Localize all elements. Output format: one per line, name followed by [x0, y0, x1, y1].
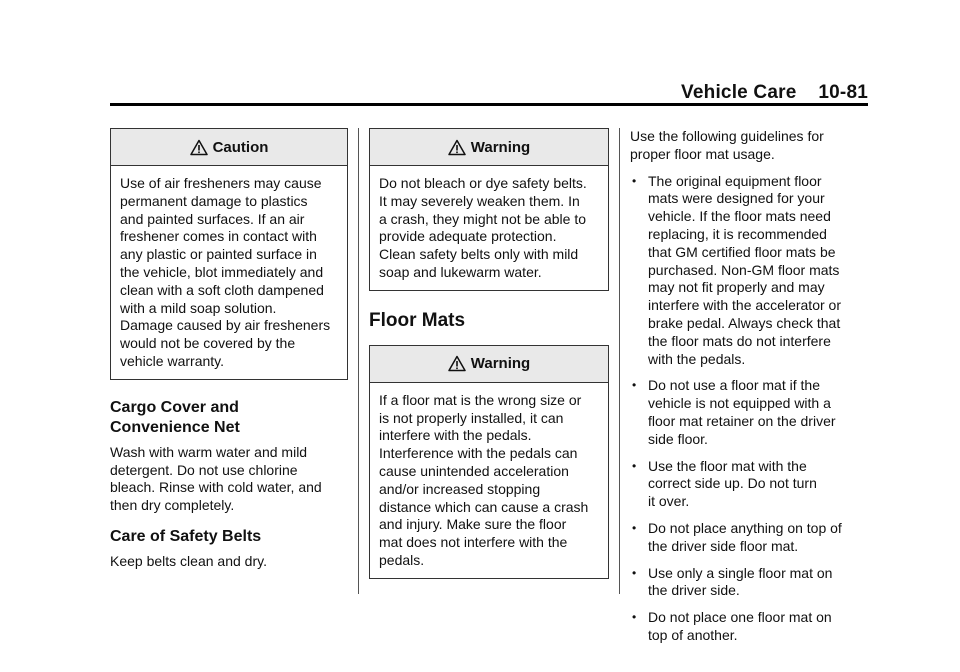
text-line: with a mild soap solution.: [120, 299, 277, 316]
text-line: vehicle. If the floor mats need: [648, 208, 831, 225]
column-2: [369, 128, 609, 579]
text-line: interfere with the accelerator or: [648, 297, 841, 314]
text-line: the floor mats do not interfere: [648, 332, 831, 349]
column-divider: [619, 128, 620, 594]
warning-box-floor-mats: [369, 345, 609, 579]
safety-belts-paragraph: [110, 553, 348, 571]
warning-title: Warning: [470, 138, 531, 156]
bullet-item: [630, 520, 870, 556]
bullet-dot-icon: •: [632, 610, 637, 625]
text-line: freshener comes in contact with: [120, 228, 317, 245]
heading-line: Cargo Cover and: [110, 398, 239, 416]
section-name: Vehicle Care: [681, 82, 797, 103]
page-header: [110, 82, 868, 104]
text-line: mats were designed for your: [648, 190, 825, 207]
text-line: vehicle is not equipped with a: [648, 395, 831, 412]
safety-belts-heading: Care of Safety Belts: [110, 527, 262, 545]
text-line: soap and lukewarm water.: [379, 263, 542, 280]
warning-triangle-icon: [448, 355, 466, 372]
bullet-dot-icon: •: [632, 378, 637, 393]
text-line: Interference with the pedals can: [379, 445, 578, 462]
text-line: Keep belts clean and dry.: [110, 552, 267, 569]
text-line: distance which can cause a crash: [379, 498, 589, 515]
column-3: [630, 128, 870, 645]
text-line: and/or increased stopping: [379, 480, 541, 497]
caution-box-header: [111, 129, 347, 166]
text-line: and injury. Make sure the floor: [379, 516, 567, 533]
text-line: may not fit properly and may: [648, 279, 825, 296]
text-line: permanent damage to plastics: [120, 192, 308, 209]
header-rule: [110, 103, 868, 106]
text-line: clean with a soft cloth dampened: [120, 281, 324, 298]
text-line: proper floor mat usage.: [630, 145, 775, 162]
warning-body: [370, 166, 608, 290]
floor-mats-heading: Floor Mats: [369, 309, 466, 331]
text-line: vehicle warranty.: [120, 352, 225, 369]
guidelines-intro: [630, 128, 870, 164]
caution-box: [110, 128, 348, 380]
bullet-item: [630, 609, 870, 645]
caution-triangle-icon: [190, 139, 208, 156]
text-line: bleach. Rinse with cold water, and: [110, 479, 322, 496]
text-line: cause unintended acceleration: [379, 462, 569, 479]
text-line: the driver side.: [648, 582, 740, 599]
text-line: Use the floor mat with the: [648, 457, 807, 474]
warning-triangle-icon: [448, 139, 466, 156]
text-line: Use of air fresheners may cause: [120, 175, 322, 191]
text-line: that GM certified floor mats be: [648, 243, 836, 260]
heading-line: Convenience Net: [110, 418, 240, 436]
text-line: mat does not interfere with the: [379, 534, 568, 551]
cargo-cover-paragraph: [110, 444, 348, 515]
bullet-dot-icon: •: [632, 173, 637, 188]
text-line: correct side up. Do not turn: [648, 475, 817, 492]
text-line: interfere with the pedals.: [379, 427, 532, 444]
text-line: If a floor mat is the wrong size or: [379, 391, 582, 408]
warning-box-header: [370, 346, 608, 383]
bullet-dot-icon: •: [632, 458, 637, 473]
text-line: Do not place one floor mat on: [648, 609, 832, 626]
text-line: Clean safety belts only with mild: [379, 246, 579, 263]
text-line: The original equipment floor: [648, 172, 822, 189]
bullet-item: [630, 565, 870, 601]
text-line: would not be covered by the: [120, 335, 296, 352]
text-line: top of another.: [648, 626, 738, 643]
text-line: side floor.: [648, 430, 708, 447]
cargo-cover-heading: [110, 398, 348, 438]
text-line: pedals.: [379, 551, 425, 568]
text-line: it over.: [648, 493, 690, 510]
text-line: brake pedal. Always check that: [648, 314, 841, 331]
warning-body: [370, 383, 608, 578]
warning-title: Warning: [470, 355, 531, 373]
column-1: [110, 128, 348, 571]
text-line: floor mat retainer on the driver: [648, 412, 836, 429]
text-line: with the pedals.: [648, 350, 746, 367]
text-line: Damage caused by air fresheners: [120, 317, 331, 334]
caution-body: [111, 166, 347, 379]
bullet-dot-icon: •: [632, 520, 637, 535]
column-divider: [358, 128, 359, 594]
text-line: Use only a single floor mat on: [648, 564, 833, 581]
text-line: Use the following guidelines for: [630, 128, 824, 144]
text-line: and painted surfaces. If an air: [120, 210, 305, 227]
warning-box-header: [370, 129, 608, 166]
header-title: [681, 82, 868, 104]
page-number: 10-81: [818, 82, 868, 103]
bullet-dot-icon: •: [632, 565, 637, 580]
text-line: Do not bleach or dye safety belts.: [379, 175, 587, 191]
text-line: detergent. Do not use chlorine: [110, 461, 298, 478]
bullet-item: [630, 173, 870, 369]
text-line: replacing, it is recommended: [648, 225, 827, 242]
warning-box-belts: [369, 128, 609, 291]
text-line: provide adequate protection.: [379, 228, 557, 245]
bullet-item: [630, 377, 870, 448]
text-line: is not properly installed, it can: [379, 409, 564, 426]
caution-title: Caution: [212, 138, 269, 156]
text-line: It may severely weaken them. In: [379, 192, 580, 209]
text-line: any plastic or painted surface in: [120, 246, 317, 263]
text-line: the vehicle, blot immediately and: [120, 263, 324, 280]
text-line: Do not use a floor mat if the: [648, 377, 820, 394]
text-line: a crash, they might not be able to: [379, 210, 587, 227]
text-line: Wash with warm water and mild: [110, 443, 308, 460]
text-line: the driver side floor mat.: [648, 537, 799, 554]
text-line: Do not place anything on top of: [648, 519, 842, 536]
text-line: purchased. Non-GM floor mats: [648, 261, 840, 278]
text-line: then dry completely.: [110, 497, 235, 514]
bullet-item: [630, 458, 870, 511]
